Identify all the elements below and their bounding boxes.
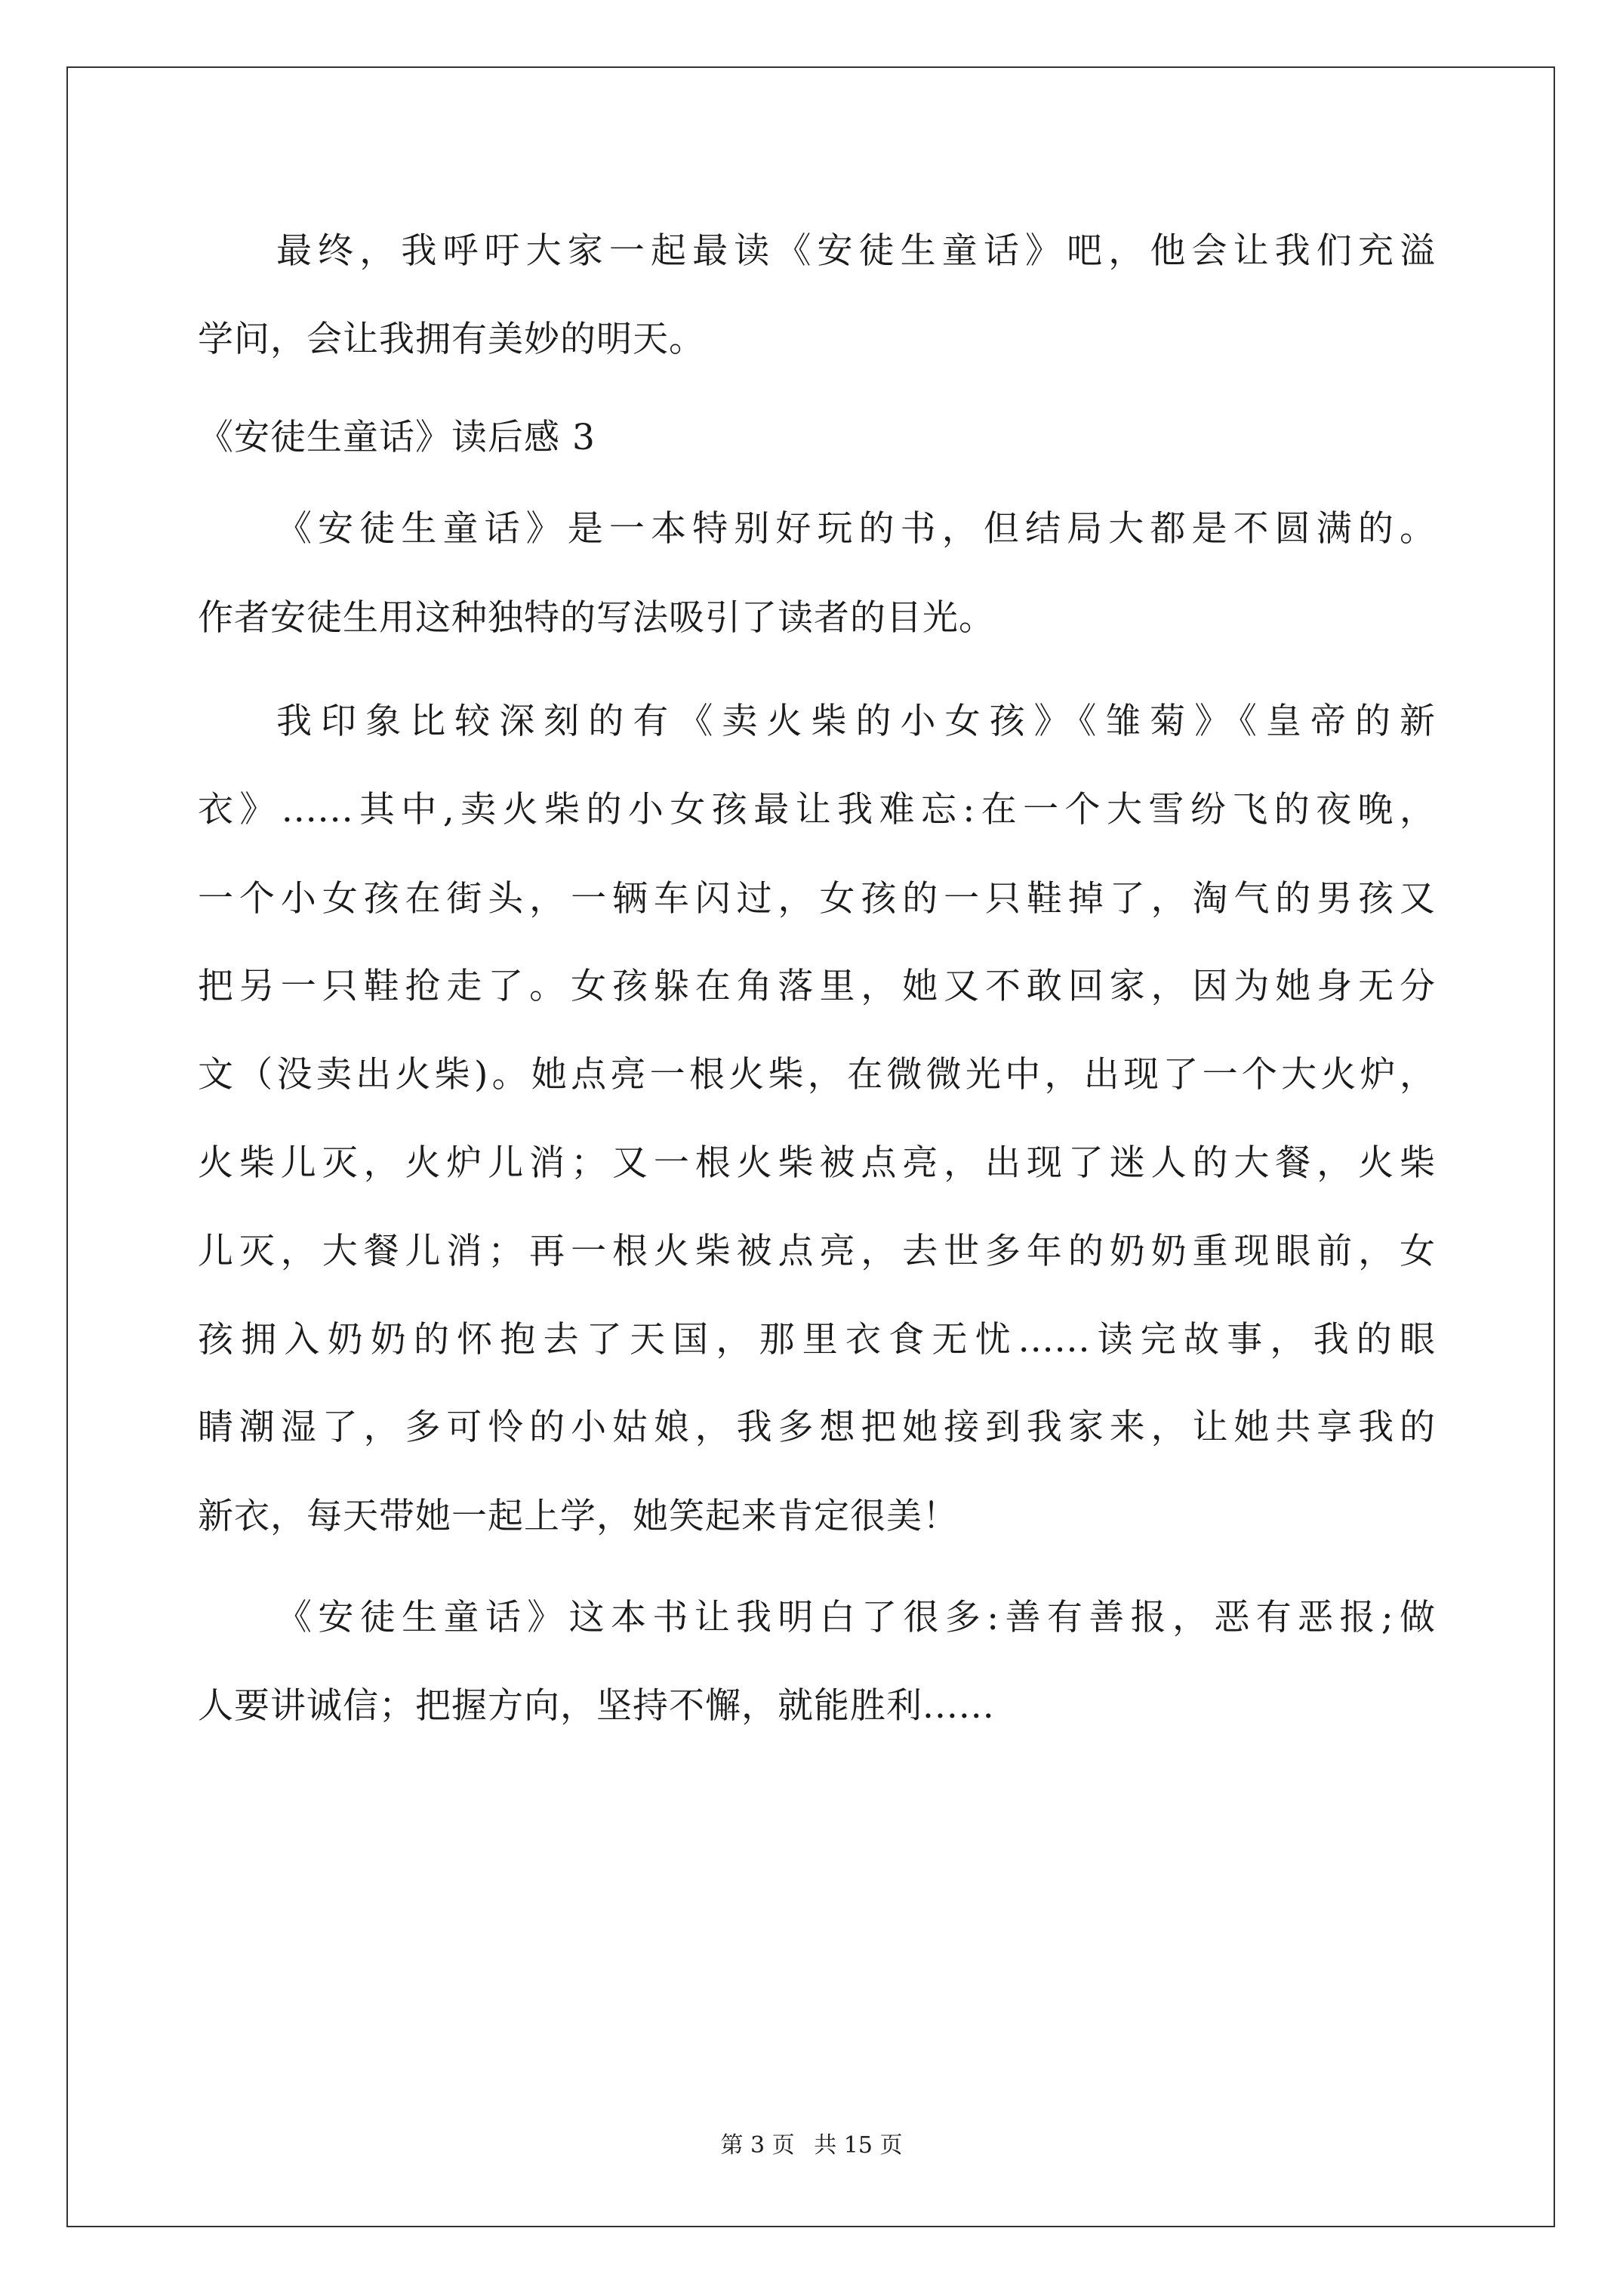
paragraph-line: 《安徒生童话》是一本特别好玩的书，但结局大都是不圆满的。 <box>276 508 1436 550</box>
paragraph-line: 文（没卖出火柴)。她点亮一根火柴，在微微光中，出现了一个大火炉， <box>198 1054 1436 1096</box>
paragraph-line: 孩拥入奶奶的怀抱去了天国，那里衣食无忧......读完故事，我的眼 <box>198 1319 1436 1361</box>
paragraph-line: 火柴儿灭，火炉儿消；又一根火柴被点亮，出现了迷人的大餐，火柴 <box>198 1142 1436 1184</box>
paragraph-line: 学问，会让我拥有美妙的明天。 <box>198 319 705 360</box>
page-footer <box>0 2131 1623 2161</box>
paragraph-line: 作者安徒生用这种独特的写法吸引了读者的目光。 <box>198 597 995 639</box>
paragraph-line: 我印象比较深刻的有《卖火柴的小女孩》《雏菊》《皇帝的新 <box>276 701 1436 742</box>
paragraph-line: 一个小女孩在街头，一辆车闪过，女孩的一只鞋掉了，淘气的男孩又 <box>198 878 1436 920</box>
section-heading: 《安徒生童话》读后感 3 <box>198 417 596 458</box>
paragraph-line: 《安徒生童话》这本书让我明白了很多:善有善报，恶有恶报;做 <box>276 1597 1436 1638</box>
paragraph-line: 新衣，每天带她一起上学，她笑起来肯定很美！ <box>198 1496 959 1537</box>
paragraph-line: 睛潮湿了，多可怜的小姑娘，我多想把她接到我家来，让她共享我的 <box>198 1407 1436 1448</box>
paragraph-line: 把另一只鞋抢走了。女孩躲在角落里，她又不敢回家，因为她身无分 <box>198 966 1436 1007</box>
paragraph-line: 衣》......其中,卖火柴的小女孩最让我难忘:在一个大雪纷飞的夜晚， <box>198 789 1436 831</box>
page-number: 第 3 页 <box>720 2132 795 2159</box>
paragraph-line: 人要讲诚信；把握方向，坚持不懈，就能胜利...... <box>198 1685 995 1727</box>
page-total: 共 15 页 <box>814 2132 903 2159</box>
paragraph-line: 儿灭，大餐儿消；再一根火柴被点亮，去世多年的奶奶重现眼前，女 <box>198 1231 1436 1272</box>
paragraph-line: 最终，我呼吁大家一起最读《安徒生童话》吧，他会让我们充溢 <box>276 230 1436 272</box>
